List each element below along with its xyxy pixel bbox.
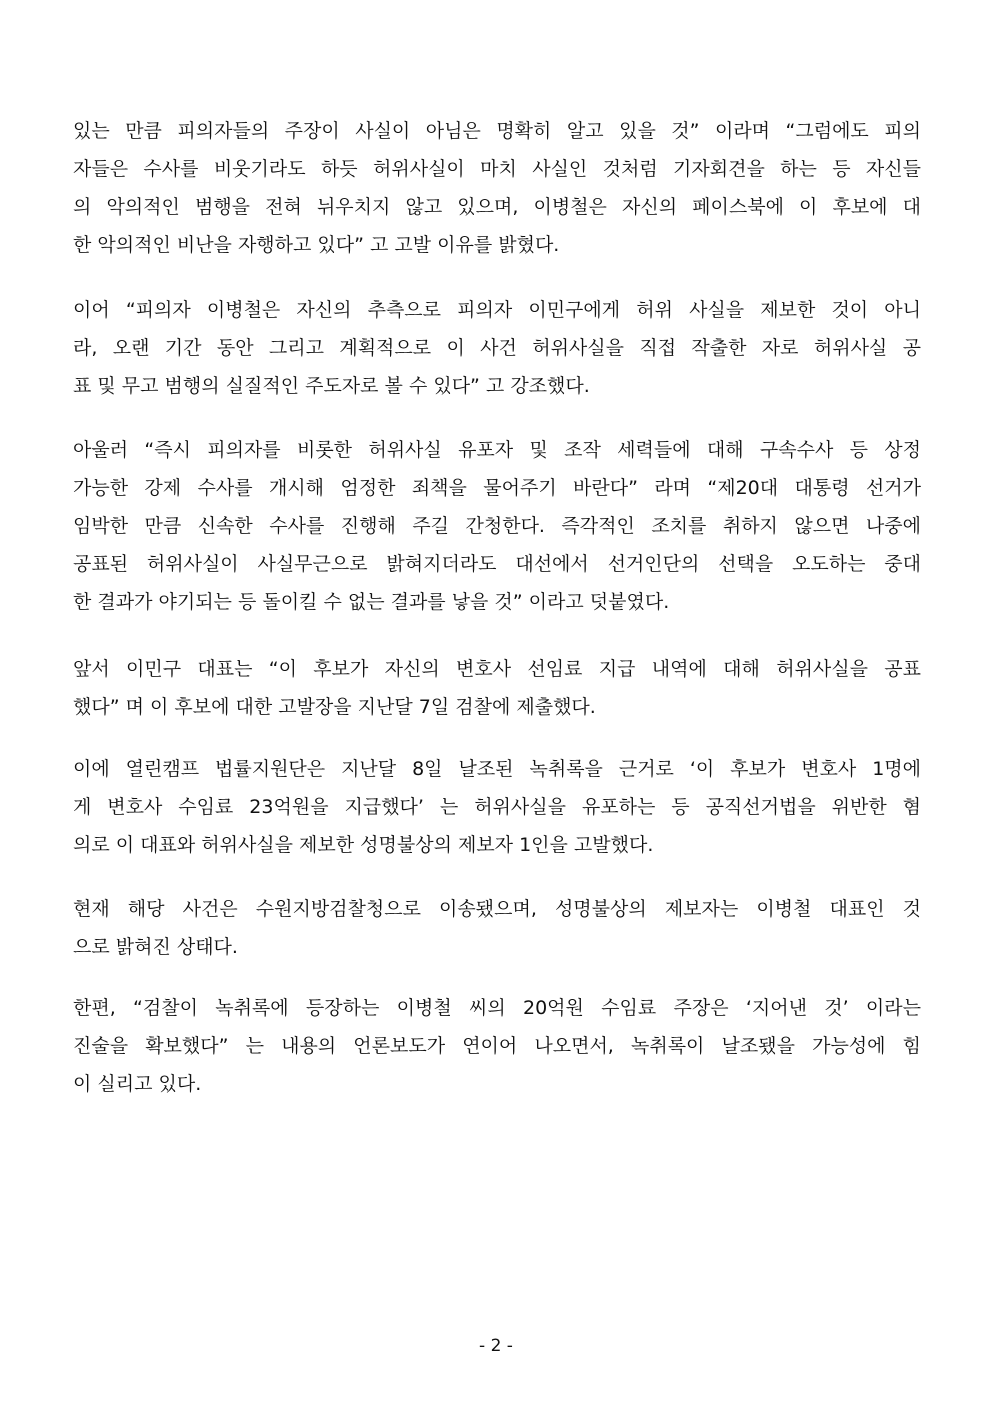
page-number: - 2 - [479,1336,513,1356]
paragraph-line: 의로 이 대표와 허위사실을 제보한 성명불상의 제보자 1인을 고발했다. [73,834,654,856]
paragraph-line: 했다” 며 이 후보에 대한 고발장을 지난달 7일 검찰에 제출했다. [73,696,596,718]
paragraph-line: 게 변호사 수임료 23억원을 지급했다’ 는 허위사실을 유포하는 등 공직선거법을 위반한 혐 [73,796,921,818]
paragraph-line: 의 악의적인 범행을 전혀 뉘우치지 않고 있으며, 이병철은 자신의 페이스북에 이 후보에 대 [73,196,921,218]
paragraph-2 [73,297,921,411]
paragraph-line: 이어 “피의자 이병철은 자신의 추측으로 피의자 이민구에게 허위 사실을 제보한 것이 아니 [73,299,921,321]
paragraph-line: 임박한 만큼 신속한 수사를 진행해 주길 간청한다. 즉각적인 조치를 취하지 않으면 나중에 [73,515,921,537]
paragraph-4 [73,656,921,732]
paragraph-line: 자들은 수사를 비웃기라도 하듯 허위사실이 마치 사실인 것처럼 기자회견을 하는 등 자신들 [73,158,921,180]
paragraph-line: 으로 밝혀진 상태다. [73,936,238,958]
paragraph-line: 앞서 이민구 대표는 “이 후보가 자신의 변호사 선임료 지급 내역에 대해 허위사실을 공표 [73,658,921,680]
paragraph-line: 공표된 허위사실이 사실무근으로 밝혀지더라도 대선에서 선거인단의 선택을 오도하는 중대 [73,553,921,575]
paragraph-line: 아울러 “즉시 피의자를 비롯한 허위사실 유포자 및 조작 세력들에 대해 구속수사 등 상정 [73,439,921,461]
paragraph-line: 현재 해당 사건은 수원지방검찰청으로 이송됐으며, 성명불상의 제보자는 이병철 대표인 것 [73,898,921,920]
paragraph-line: 가능한 강제 수사를 개시해 엄정한 죄책을 물어주기 바란다” 라며 “제20대 대통령 선거가 [73,477,921,499]
paragraph-line: 라, 오랜 기간 동안 그리고 계획적으로 이 사건 허위사실을 직접 작출한 자로 허위사실 공 [73,337,921,359]
paragraph-line: 진술을 확보했다” 는 내용의 언론보도가 연이어 나오면서, 녹취록이 날조됐을 가능성에 힘 [73,1035,921,1057]
paragraph-line: 표 및 무고 범행의 실질적인 주도자로 볼 수 있다” 고 강조했다. [73,375,590,397]
paragraph-line: 이 실리고 있다. [73,1073,202,1095]
paragraph-3 [73,437,921,627]
paragraph-line: 있는 만큼 피의자들의 주장이 사실이 아님은 명확히 알고 있을 것” 이라며 “그럼에도 피의 [73,120,921,142]
paragraph-5 [73,756,921,870]
paragraph-1 [73,118,921,270]
paragraph-line: 한 악의적인 비난을 자행하고 있다” 고 고발 이유를 밝혔다. [73,234,560,256]
paragraph-line: 이에 열린캠프 법률지원단은 지난달 8일 날조된 녹취록을 근거로 ‘이 후보가 변호사 1명에 [73,758,921,780]
paragraph-6 [73,896,921,972]
paragraph-7 [73,995,921,1109]
paragraph-line: 한편, “검찰이 녹취록에 등장하는 이병철 씨의 20억원 수임료 주장은 ‘지어낸 것’ 이라는 [73,997,921,1019]
paragraph-line: 한 결과가 야기되는 등 돌이킬 수 없는 결과를 낳을 것” 이라고 덧붙였다. [73,591,670,613]
